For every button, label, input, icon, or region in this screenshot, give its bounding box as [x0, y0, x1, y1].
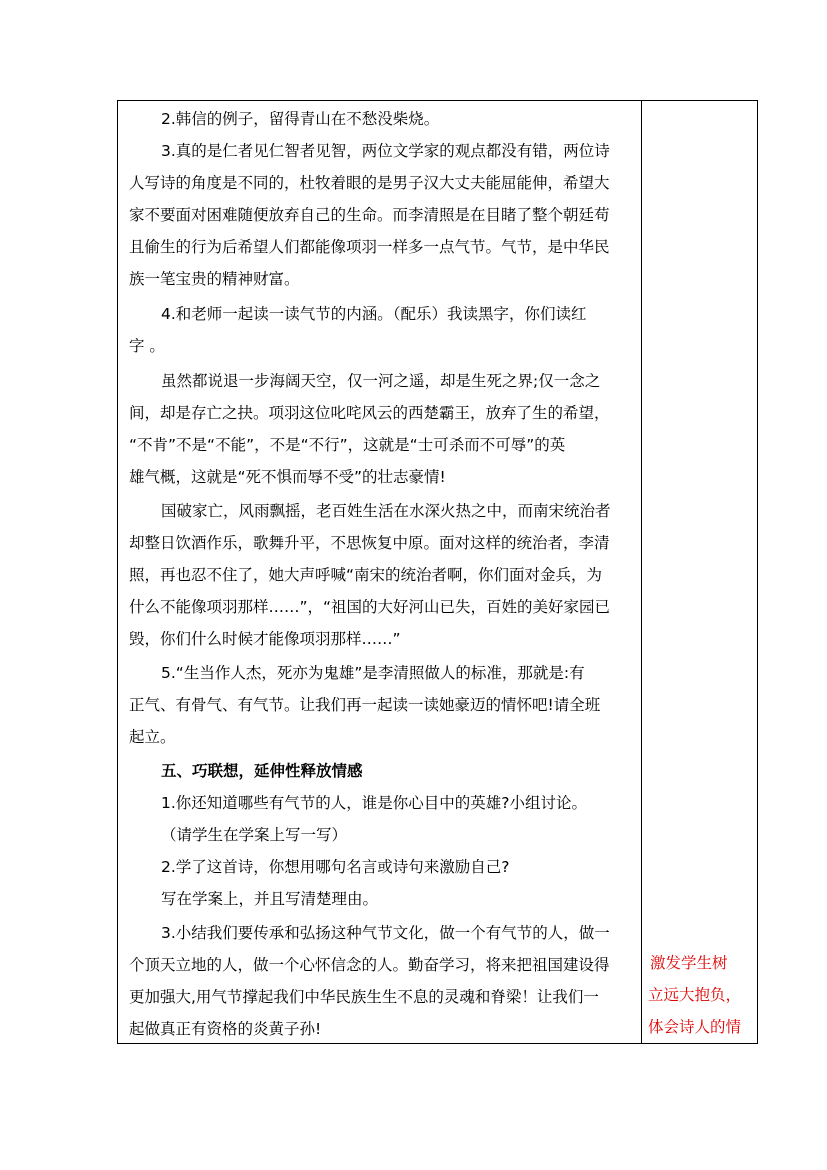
text-line: 且偷生的行为后希望人们都能像项羽一样多一点气节。气节，是中华民: [129, 238, 610, 256]
text-line: 却整日饮酒作乐，歌舞升平，不思恢复中原。面对这样的统治者，李清: [129, 534, 610, 552]
section-heading: 五、巧联想，延伸性释放情感: [161, 762, 363, 780]
text-line: 起做真正有资格的炎黄子孙!: [129, 1020, 322, 1038]
text-line: 字 。: [129, 337, 165, 355]
text-line: 毁，你们什么时候才能像项羽那样……”: [129, 630, 401, 648]
side-note-line: 立远大抱负，: [648, 986, 742, 1004]
text-line: 5.“生当作人杰，死亦为鬼雄”是李清照做人的标准，那就是:有: [161, 664, 585, 682]
text-line: 起立。: [129, 728, 176, 746]
text-line: （请学生在学案上写一写）: [161, 826, 348, 844]
text-line: 写在学案上，并且写清楚理由。: [161, 890, 379, 908]
text-line: 雄气概，这就是“死不惧而辱不受”的壮志豪情!: [129, 468, 446, 486]
text-line: 国破家亡，风雨飘摇，老百姓生活在水深火热之中，而南宋统治者: [161, 502, 611, 520]
text-line: 人写诗的角度是不同的，杜牧着眼的是男子汉大丈夫能屈能伸，希望大: [129, 174, 610, 192]
text-line: “不肯”不是“不能”，不是“不行”，这就是“士可杀而不可辱”的英: [129, 436, 566, 454]
text-line: 4.和老师一起读一读气节的内涵。（配乐）我读黑字，你们读红: [161, 305, 587, 323]
text-line: 2.韩信的例子，留得青山在不愁没柴烧。: [161, 110, 440, 128]
side-note-line: 激发学生树: [650, 954, 728, 972]
text-line: 更加强大,用气节撑起我们中华民族生生不息的灵魂和脊梁！让我们一: [129, 988, 599, 1006]
text-line: 族一笔宝贵的精神财富。: [129, 270, 300, 288]
text-line: 3.真的是仁者见仁智者见智，两位文学家的观点都没有错，两位诗: [161, 142, 610, 160]
lesson-table: [117, 100, 758, 1044]
text-line: 虽然都说退一步海阔天空，仅一河之遥，却是生死之界;仅一念之: [161, 372, 601, 390]
text-line: 间，却是存亡之抉。项羽这位叱咤风云的西楚霸王，放弃了生的希望，: [129, 404, 610, 422]
text-line: 个顶天立地的人，做一个心怀信念的人。勤奋学习，将来把祖国建设得: [129, 956, 610, 974]
text-line: 家不要面对困难随便放弃自己的生命。而李清照是在目睹了整个朝廷苟: [129, 206, 610, 224]
side-note-line: 体会诗人的情: [648, 1018, 742, 1036]
text-line: 正气、有骨气、有气节。让我们再一起读一读她豪迈的情怀吧!请全班: [129, 696, 601, 714]
text-line: 照，再也忍不住了，她大声呼喊“南宋的统治者啊，你们面对金兵，为: [129, 566, 603, 584]
text-line: 什么不能像项羽那样……”，“祖国的大好河山已失，百姓的美好家园已: [129, 598, 611, 616]
text-line: 2.学了这首诗，你想用哪句名言或诗句来激励自己?: [161, 858, 510, 876]
design-intent-cell: [642, 101, 758, 1043]
text-line: 3.小结我们要传承和弘扬这种气节文化，做一个有气节的人，做一: [161, 924, 610, 942]
lesson-content-cell: [118, 101, 641, 1043]
text-line: 1.你还知道哪些有气节的人，谁是你心目中的英雄?小组讨论。: [161, 794, 588, 812]
